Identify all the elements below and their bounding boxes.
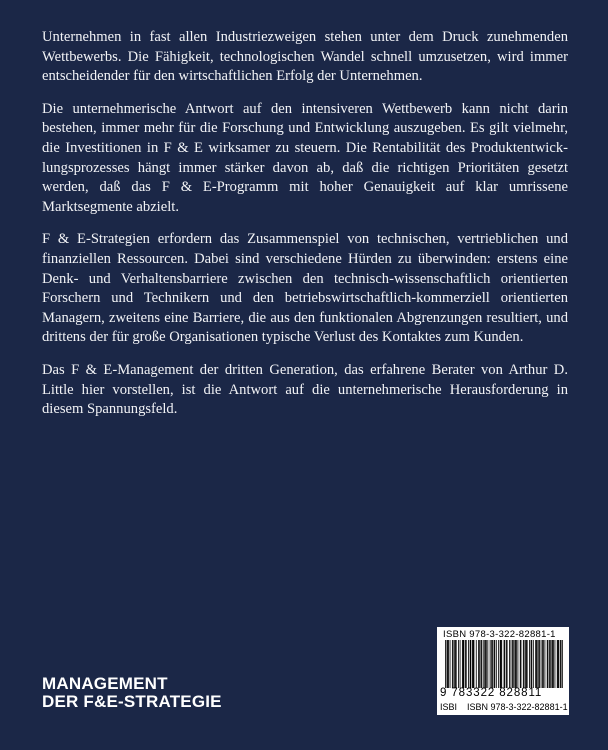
barcode-bar <box>504 640 505 688</box>
barcode-bar <box>558 640 559 688</box>
barcode-bar <box>496 640 497 688</box>
barcode-bar <box>558 640 559 688</box>
barcode-bar <box>460 640 461 688</box>
barcode-bar <box>465 640 466 688</box>
isbn-bottom-right: ISBN 978-3-322-82881-1 <box>467 702 568 712</box>
barcode-bar <box>504 640 505 688</box>
barcode-bar <box>478 640 479 688</box>
barcode-bar <box>533 640 534 688</box>
barcode-bar <box>447 640 448 688</box>
barcode-bar <box>524 640 525 688</box>
barcode-bar <box>470 640 471 688</box>
barcode-bar <box>458 640 459 688</box>
barcode-bar <box>480 640 481 688</box>
barcode-bar <box>542 640 543 688</box>
barcode-bar <box>562 640 563 688</box>
barcode-bar <box>494 640 495 688</box>
barcode-bar <box>447 640 448 688</box>
barcode-bar <box>557 640 558 688</box>
barcode-bar <box>464 640 465 688</box>
barcode-bar <box>553 640 554 688</box>
barcode-bar <box>547 640 548 688</box>
barcode-bar <box>462 640 463 688</box>
barcode-bar <box>551 640 552 688</box>
barcode-bar <box>498 640 499 688</box>
series-title-line-2: DER F&E-STRATEGIE <box>42 692 222 711</box>
barcode-bar <box>536 640 537 688</box>
barcode-bar <box>456 640 457 688</box>
barcode-bar <box>486 640 487 688</box>
barcode-bar <box>527 640 528 688</box>
barcode-bar <box>470 640 471 688</box>
barcode-bar <box>514 640 515 688</box>
barcode-bar <box>452 640 453 688</box>
barcode-bar <box>473 640 474 688</box>
blurb-paragraph-1: Unternehmen in fast allen Industriezweigen stehen unter dem Druck zunehmenden Wettbewerbs. Die Fähigkeit, technologischen Wandel schnell umzusetzen, wird immer entscheidender für den wirtschaftlichen Erfolg der Unternehmen. <box>42 29 568 85</box>
barcode-bar <box>516 640 517 688</box>
barcode-bar <box>529 640 530 688</box>
barcode-bar <box>501 640 502 688</box>
barcode-bar <box>523 640 524 688</box>
blurb-text <box>42 28 568 433</box>
barcode-bar <box>474 640 475 688</box>
barcode-bar <box>483 640 484 688</box>
barcode-bar <box>448 640 449 688</box>
barcode-bar <box>560 640 561 688</box>
barcode-bar <box>455 640 456 688</box>
barcode-bar <box>484 640 485 688</box>
barcode-bar <box>535 640 536 688</box>
barcode-bar <box>539 640 540 688</box>
barcode-bar <box>490 640 491 688</box>
barcode-bar <box>487 640 488 688</box>
barcode-bar <box>520 640 521 688</box>
barcode-bar <box>561 640 562 688</box>
barcode-bar <box>468 640 469 688</box>
barcode-digits: 9 783322 828811 <box>440 687 543 699</box>
barcode-bar <box>537 640 538 688</box>
blurb-paragraph-2: Die unternehmerische Antwort auf den intensiveren Wettbewerb kann nicht darin bestehen, immer mehr für die Forschung und Entwicklung auszugeben. Es gilt vielmehr, die Investitionen in F & E wirksamer zu steuern. Die Rentabilität des Produktentwicklungsprozesses hängt immer stärker davon ab, daß die richtigen Prioritäten gesetzt werden, daß das F & E-Programm mit hoher Genauigkeit auf klar umrissene Marktsegmente abzielt. <box>42 100 568 215</box>
barcode-bars <box>445 640 563 688</box>
isbn-barcode-label <box>437 627 569 715</box>
barcode-bar <box>494 640 495 688</box>
barcode-bar <box>543 640 544 688</box>
barcode-bar <box>479 640 480 688</box>
barcode-bar <box>507 640 508 688</box>
barcode-bar <box>544 640 545 688</box>
barcode-bar <box>555 640 556 688</box>
barcode-bar <box>509 640 510 688</box>
barcode-bar <box>454 640 455 688</box>
barcode-bar <box>550 640 551 688</box>
isbn-top-text: ISBN 978-3-322-82881-1 <box>443 629 556 640</box>
isbn-bottom-text <box>440 702 578 712</box>
barcode-bar <box>525 640 526 688</box>
barcode-bar <box>506 640 507 688</box>
barcode-bar <box>538 640 539 688</box>
barcode-bar <box>552 640 553 688</box>
barcode-bar <box>526 640 527 688</box>
barcode-bar <box>463 640 464 688</box>
barcode-bar <box>521 640 522 688</box>
barcode-bar <box>515 640 516 688</box>
barcode-bar <box>531 640 532 688</box>
barcode-bar <box>531 640 532 688</box>
barcode-bar <box>541 640 542 688</box>
barcode-bar <box>511 640 512 688</box>
barcode-bar <box>513 640 514 688</box>
barcode-bar <box>453 640 454 688</box>
series-title-line-1: MANAGEMENT <box>42 674 168 693</box>
isbn-bottom-left: ISBI <box>440 702 458 712</box>
barcode-bar <box>491 640 492 688</box>
blurb-paragraph-4: Das F & E-Management der dritten Generation, das erfahrene Berater von Arthur D. Little hier vorstellen, ist die Antwort auf die unternehmerische Herausforderung in diesem Spannungsfeld. <box>42 361 568 418</box>
barcode-bar <box>517 640 518 688</box>
barcode-bar <box>481 640 482 688</box>
barcode-bar <box>492 640 493 688</box>
barcode-bar <box>512 640 513 688</box>
barcode-bar <box>548 640 549 688</box>
barcode-bar <box>549 640 550 688</box>
series-title <box>42 675 222 711</box>
barcode-bar <box>472 640 473 688</box>
barcode-bar <box>450 640 451 688</box>
barcode-bar <box>476 640 477 688</box>
barcode-bar <box>445 640 446 688</box>
barcode-bar <box>501 640 502 688</box>
barcode-bar <box>500 640 501 688</box>
barcode-bar <box>485 640 486 688</box>
barcode-bar <box>466 640 467 688</box>
blurb-paragraph-3: F & E-Strategien erfordern das Zusammenspiel von technischen, vertrieblichen und finanziellen Ressourcen. Dabei sind verschiedene Hürden zu überwinden: erstens eine Denk- und Verhaltensbarriere zwischen den technisch-wissenschaftlich orientierten Forschern und Technikern und den betriebswirtschaftlich-kommerziell orientierten Managern, zweitens eine Barriere, die aus den funktionalen Abgrenzungen resultiert, und drittens der für große Organisationen typische Verlust des Kontaktes zum Kunden. <box>42 231 568 346</box>
